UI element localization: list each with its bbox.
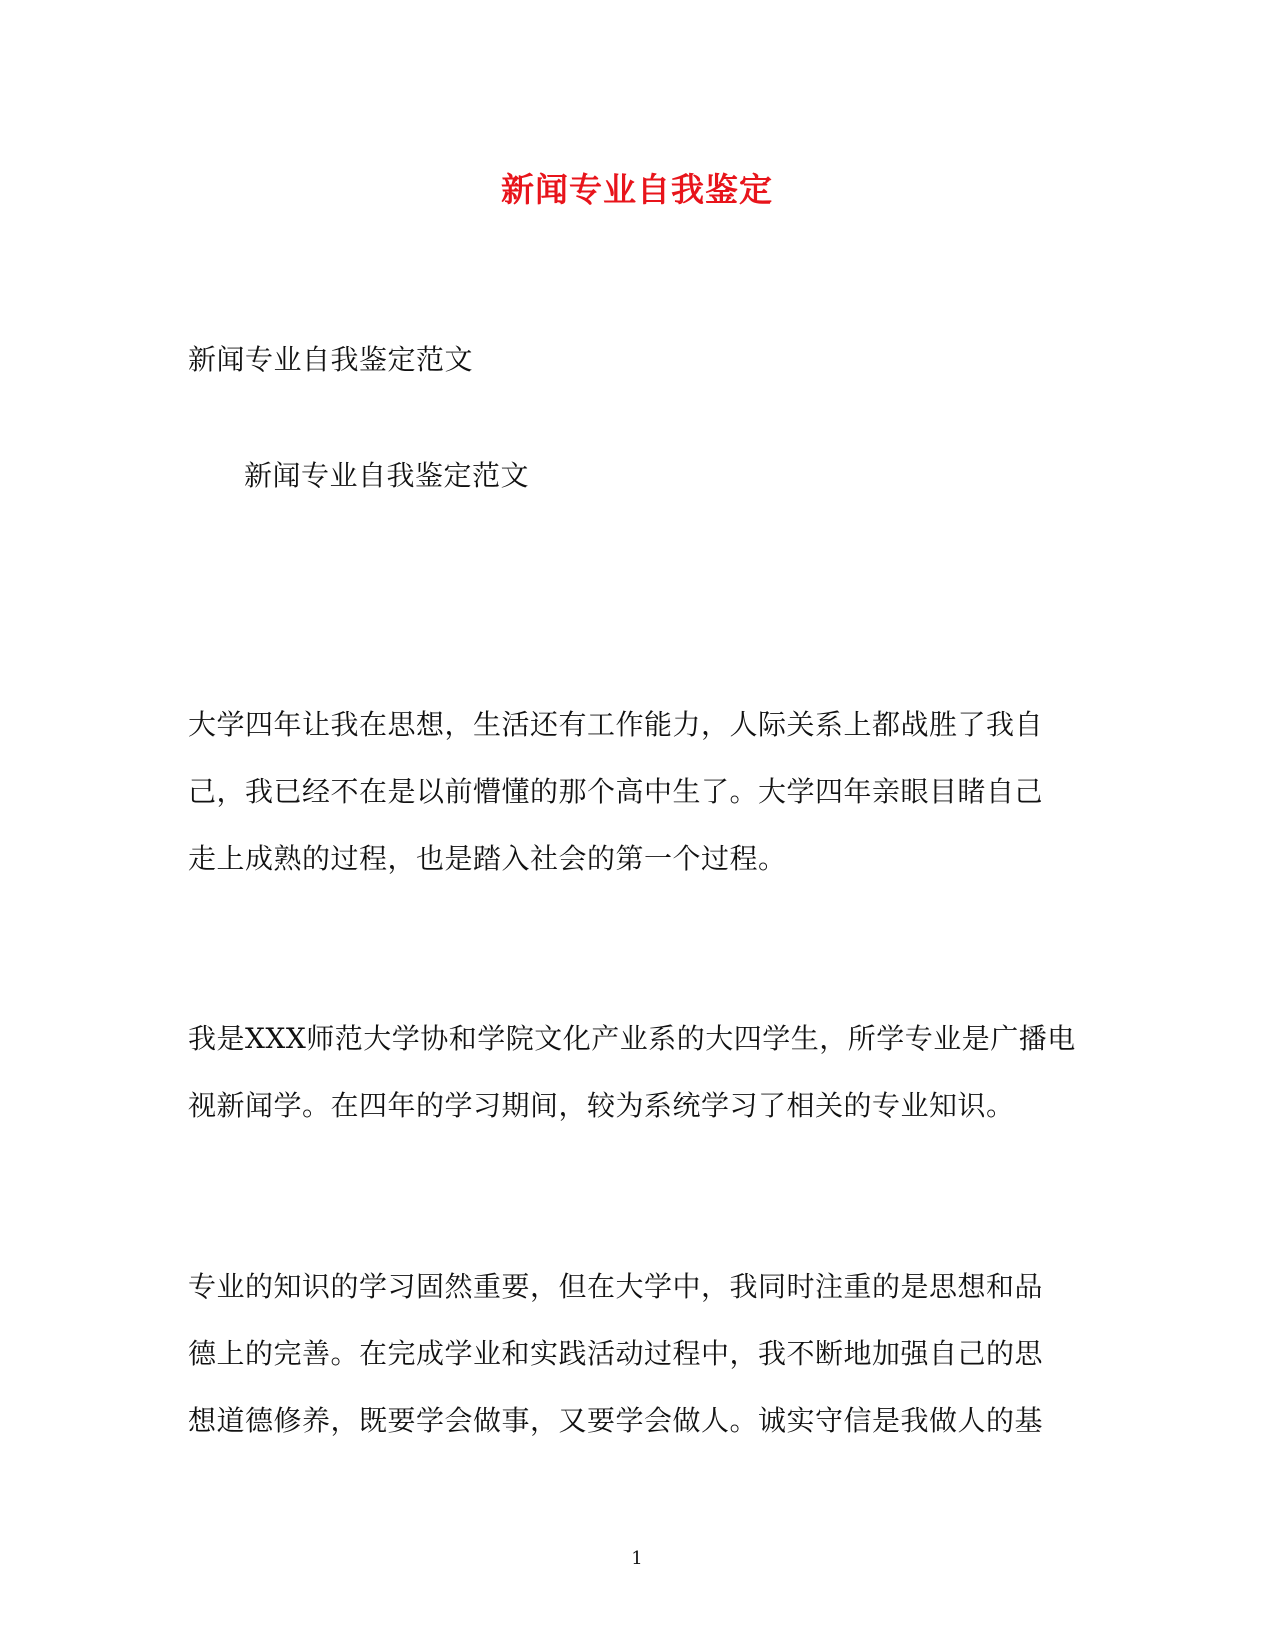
paragraph-line: 想道德修养，既要学会做事，又要学会做人。诚实守信是我做人的基 bbox=[188, 1404, 1044, 1437]
page-number: 1 bbox=[631, 1548, 643, 1569]
paragraph-1 bbox=[188, 691, 1088, 892]
paragraph-line: 视新闻学。在四年的学习期间，较为系统学习了相关的专业知识。 bbox=[188, 1089, 1015, 1122]
paragraph-line: 我是XXX师范大学协和学院文化产业系的大四学生，所学专业是广播电 bbox=[188, 1022, 1076, 1055]
paragraph-line: 专业的知识的学习固然重要，但在大学中，我同时注重的是思想和品 bbox=[188, 1270, 1044, 1303]
paragraph-3 bbox=[188, 1253, 1088, 1454]
paragraph-line: 己，我已经不在是以前懵懂的那个高中生了。大学四年亲眼目睹自己 bbox=[188, 775, 1044, 808]
subtitle-line: 新闻专业自我鉴定范文 bbox=[188, 343, 474, 376]
paragraph-line: 德上的完善。在完成学业和实践活动过程中，我不断地加强自己的思 bbox=[188, 1337, 1044, 1370]
document-title: 新闻专业自我鉴定 bbox=[501, 170, 773, 209]
paragraph-2 bbox=[188, 1005, 1088, 1139]
indented-subtitle-line: 新闻专业自我鉴定范文 bbox=[244, 459, 530, 492]
paragraph-line: 大学四年让我在思想，生活还有工作能力，人际关系上都战胜了我自 bbox=[188, 708, 1044, 741]
paragraph-line: 走上成熟的过程，也是踏入社会的第一个过程。 bbox=[188, 842, 787, 875]
